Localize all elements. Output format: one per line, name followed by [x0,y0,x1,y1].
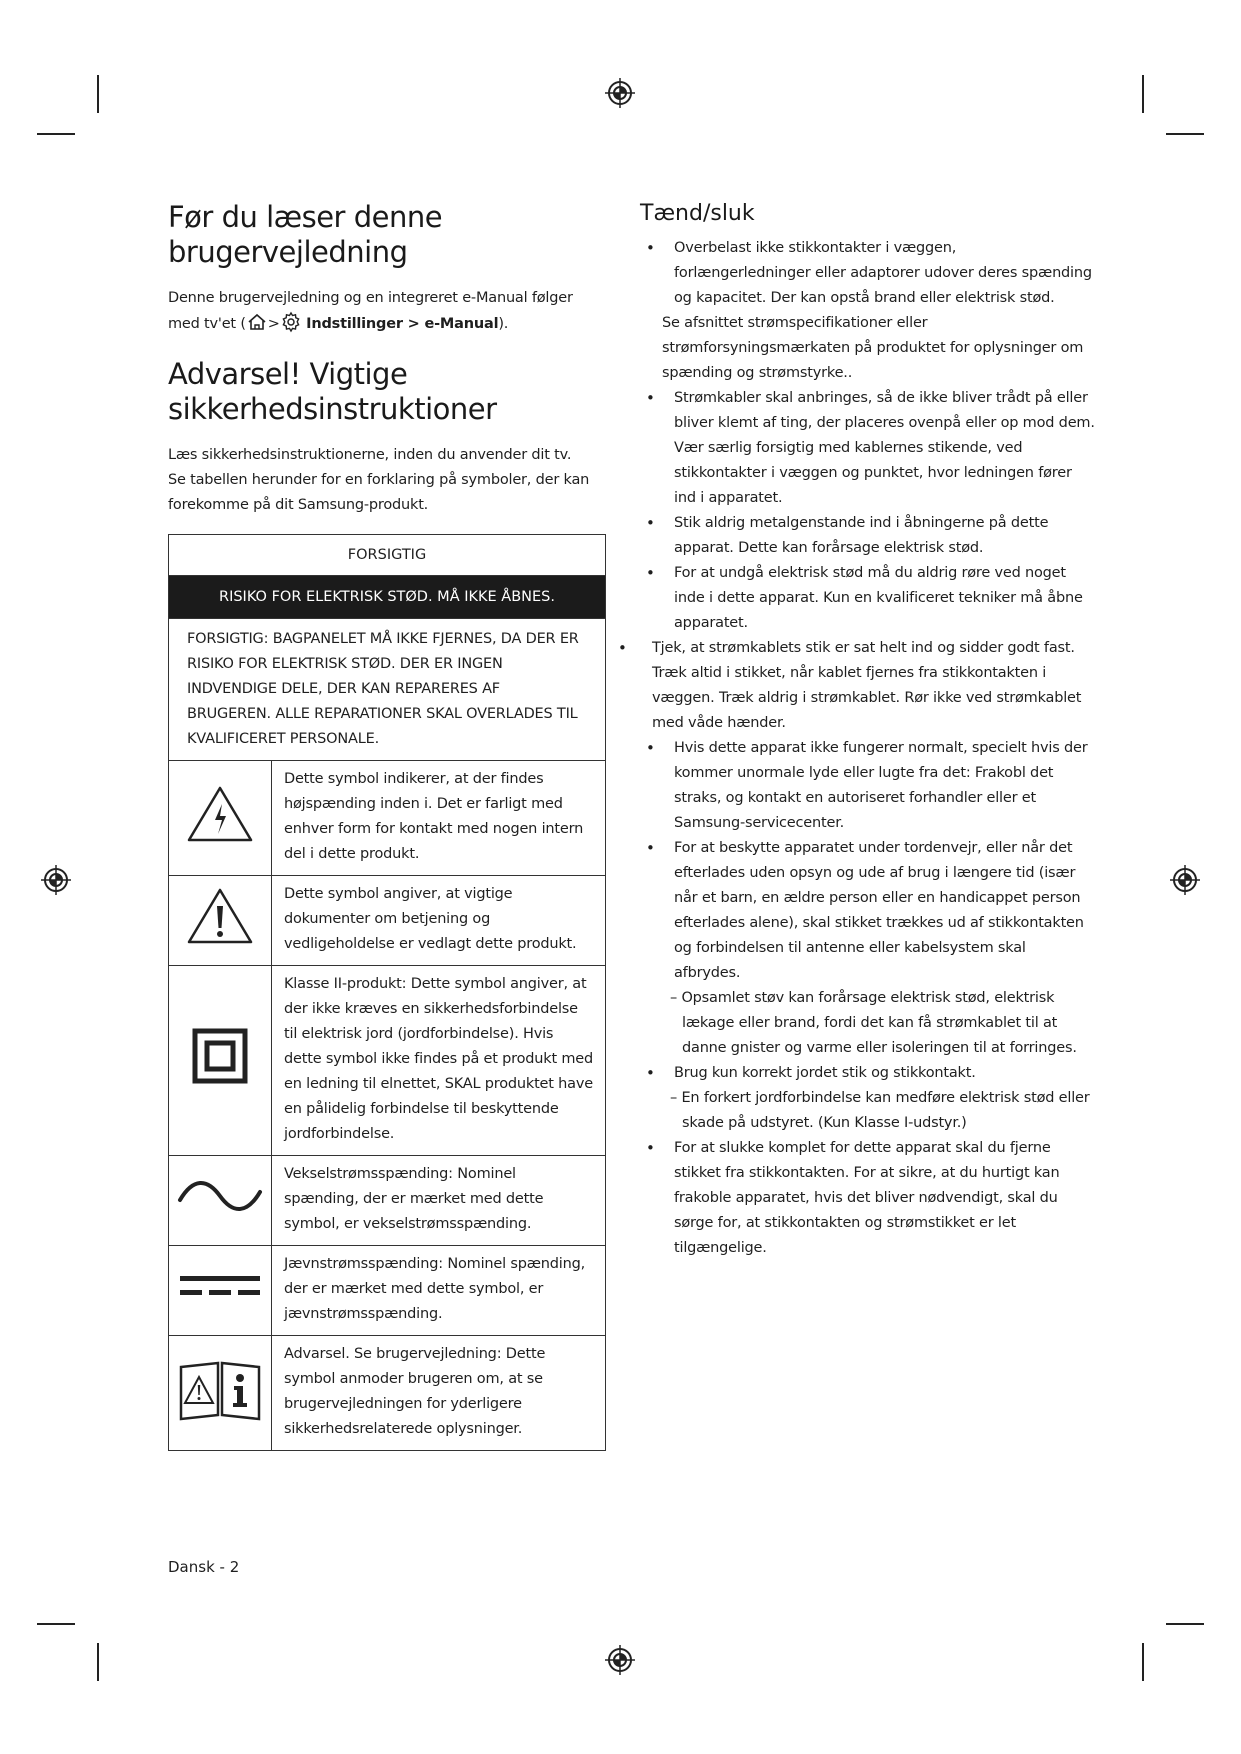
symbol-description: Dette symbol indikerer, at der findes højspænding inden i. Det er farligt med enhver form for kontakt med nogen intern del i dette produkt. [272,761,606,876]
menu-emanual: e-Manual [424,316,499,332]
intro-text: Denne brugervejledning og en integreret e-Manual følger med tv'et ( [168,290,573,332]
table-row [169,761,606,876]
list-item: • For at undgå elektrisk stød må du aldrig røre ved noget inde i dette apparat. Kun en kvalificeret tekniker må åbne apparatet. [640,561,1095,636]
symbol-description: Advarsel. Se brugervejledning: Dette symbol anmoder brugeren om, at se brugervejledningen for yderligere sikkerhedsrelaterede oplysninger. [272,1336,606,1451]
class-ii-double-square-icon [190,1026,250,1086]
ac-wave-icon [177,1176,263,1216]
registration-mark-icon [41,865,71,895]
right-column [640,200,1095,1261]
settings-gear-icon [280,311,302,333]
dc-lines-icon [177,1271,263,1301]
symbol-description: Klasse II-produkt: Dette symbol angiver, at der ikke kræves en sikkerhedsforbindelse til elektrisk jord (jordforbindelse). Hvis dette symbol ikke findes på et produkt med en ledning til elnettet, SKAL produktet have en pålidelig forbindelse til beskyttende jordforbindelse. [272,966,606,1156]
menu-separator: > [402,316,425,332]
menu-settings: Indstillinger [306,316,403,332]
list-item: • Stik aldrig metalgenstande ind i åbningerne på dette apparat. Dette kan forårsage elektrisk stød. [640,511,1095,561]
table-header-caution: FORSIGTIG [169,535,606,576]
symbol-table [168,534,606,1451]
list-item: • Tjek, at strømkablets stik er sat helt ind og sidder godt fast. Træk altid i stikket, når kablet fjernes fra stikkontakten i væggen. Træk aldrig i strømkablet. Rør ikke ved strømkablet med våde hænder. [618,636,1095,736]
power-safety-list [640,236,1095,1261]
exclamation-warning-icon [185,886,255,946]
crop-mark [1142,75,1144,113]
list-item: • For at slukke komplet for dette apparat skal du fjerne stikket fra stikkontakten. For at sikre, at du hurtigt kan frakoble apparatet, hvis det bliver nødvendigt, skal du sørge for, at stikkontakten og strømstikket er let tilgængelige. [640,1136,1095,1261]
crop-mark [1166,133,1204,135]
crop-mark [1166,1623,1204,1625]
registration-mark-icon [605,1645,635,1675]
manual-info-icon [178,1357,262,1421]
home-icon [246,311,268,333]
safety-paragraph-1: Læs sikkerhedsinstruktionerne, inden du anvender dit tv. [168,447,572,463]
table-row [169,876,606,966]
crop-mark [97,75,99,113]
table-row [169,1336,606,1451]
symbol-description: Vekselstrømsspænding: Nominel spænding, der er mærket med dette symbol, er vekselstrømsspænding. [272,1156,606,1246]
list-item: • Overbelast ikke stikkontakter i væggen, forlængerledninger eller adaptorer udover deres spænding og kapacitet. Der kan opstå brand eller elektrisk stød. Se afsnittet strømspecifikationer eller strømforsyningsmærkaten på produktet for oplysninger om spænding og strømstyrke.. [640,236,1095,386]
sub-note: – Opsamlet støv kan forårsage elektrisk stød, elektrisk lækage eller brand, fordi det kan få strømkablet til at danne gnister og varme eller isoleringen til at forringes. [670,990,1077,1056]
table-row [169,1246,606,1336]
registration-mark-icon [605,78,635,108]
list-item: • For at beskytte apparatet under tordenvejr, eller når det efterlades uden opsyn og ude af brug i længere tid (især når et barn, en ældre person eller en handicappet person efterlades alene), skal stikket trækkes ud af stikkontakten og forbindelsen til antenne eller kabelsystem skal afbrydes. – Opsamlet støv kan forårsage elektrisk stød, elektrisk lækage eller brand, fordi det kan få strømkablet til at danne gnister og varme eller isoleringen til at forringes. [640,836,1095,1061]
list-item: • Strømkabler skal anbringes, så de ikke bliver trådt på eller bliver klemt af ting, der placeres ovenpå eller op mod dem. Vær særlig forsigtig med kablernes stikende, ved stikkontakter i væggen og punktet, hvor ledningen fører ind i apparatet. [640,386,1095,511]
table-banner-shock-risk: RISIKO FOR ELEKTRISK STØD. MÅ IKKE ÅBNES. [169,576,606,619]
crop-mark [1142,1643,1144,1681]
intro-paragraph [168,286,608,337]
crop-mark [97,1643,99,1681]
menu-separator: > [267,316,280,332]
table-warning-text: FORSIGTIG: BAGPANELET MÅ IKKE FJERNES, DA DER ER RISIKO FOR ELEKTRISK STØD. DER ER INGEN INDVENDIGE DELE, DER KAN REPARERES AF BRUGEREN. ALLE REPARATIONER SKAL OVERLADES TIL KVALIFICERET PERSONALE. [169,619,606,761]
crop-mark [37,133,75,135]
section-title-safety: Advarsel! Vigtige sikkerhedsinstruktioner [168,357,497,426]
section-title-before-reading: Før du læser denne brugervejledning [168,200,443,269]
table-row [169,966,606,1156]
intro-end: ). [498,316,509,332]
symbol-description: Dette symbol angiver, at vigtige dokumenter om betjening og vedligeholdelse er vedlagt dette produkt. [272,876,606,966]
list-item: • Brug kun korrekt jordet stik og stikkontakt. – En forkert jordforbindelse kan medføre elektrisk stød eller skade på udstyret. (Kun Klasse I-udstyr.) [640,1061,1095,1136]
sub-note: – En forkert jordforbindelse kan medføre elektrisk stød eller skade på udstyret. (Kun Klasse I-udstyr.) [670,1090,1090,1131]
registration-mark-icon [1170,865,1200,895]
section-title-power: Tænd/sluk [640,201,755,226]
symbol-description: Jævnstrømsspænding: Nominel spænding, der er mærket med dette symbol, er jævnstrømsspænding. [272,1246,606,1336]
safety-paragraph-2: Se tabellen herunder for en forklaring på symboler, der kan forekomme på dit Samsung-produkt. [168,472,590,513]
table-row [169,1156,606,1246]
high-voltage-warning-icon [185,784,255,844]
left-column [168,200,608,1451]
page-footer: Dansk - 2 [168,1558,240,1576]
list-item: • Hvis dette apparat ikke fungerer normalt, specielt hvis der kommer unormale lyde eller lugte fra det: Frakobl det straks, og kontakt en autoriseret forhandler eller et Samsung-servicecenter. [640,736,1095,836]
crop-mark [37,1623,75,1625]
